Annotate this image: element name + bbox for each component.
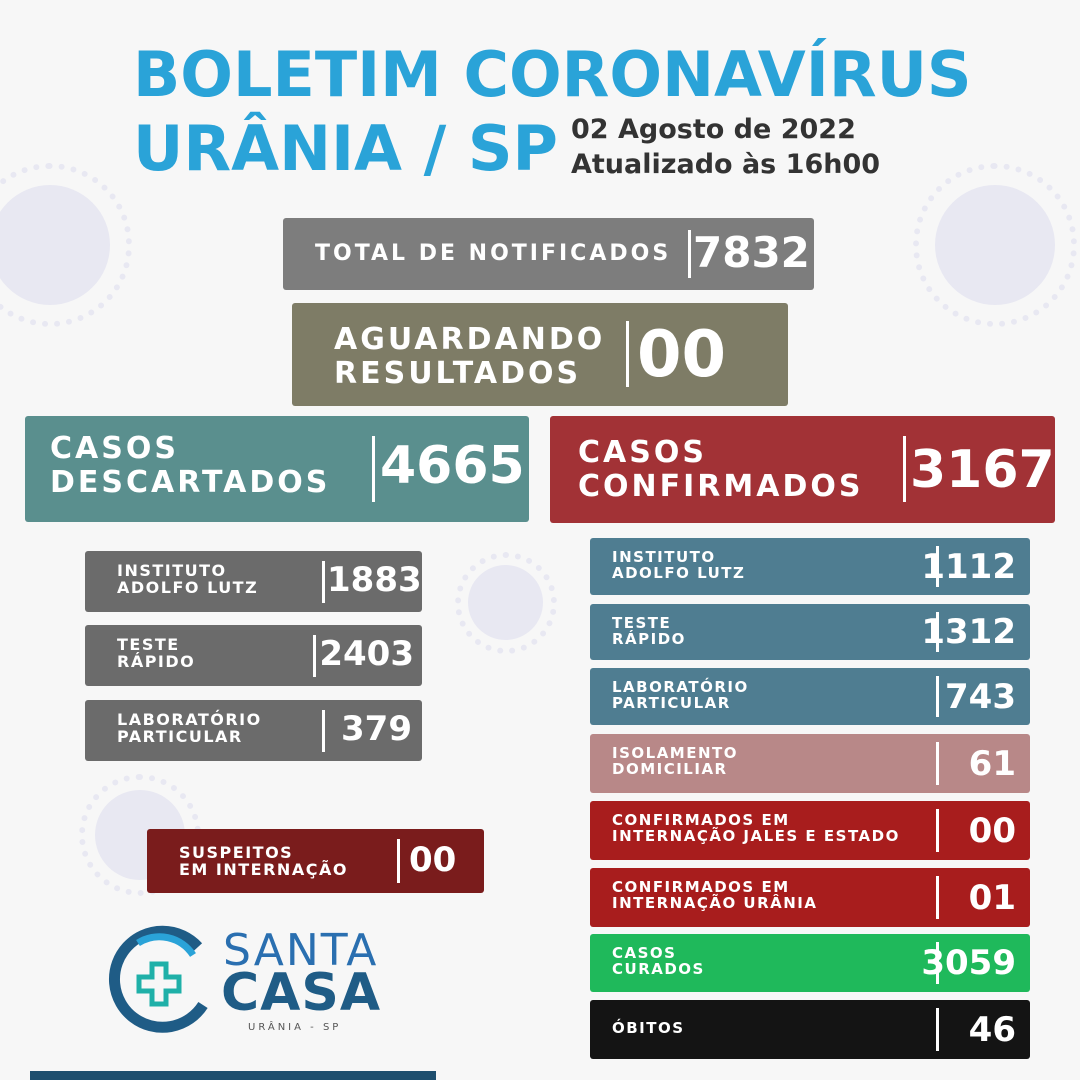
logo-subtitle: URÂNIA - SP: [248, 1022, 342, 1033]
confirmados-item-label: [612, 550, 745, 582]
descartados-item-label: [117, 637, 195, 671]
item-label-line2: INTERNAÇÃO JALES E ESTADO: [612, 826, 900, 845]
virus-decoration-icon: [0, 185, 110, 305]
descartados-item: [85, 625, 422, 686]
virus-decoration-icon: [468, 565, 543, 640]
casos-confirmados-box: [550, 416, 1055, 523]
aguardando-label-line2: RESULTADOS: [334, 356, 582, 391]
confirmados-item-label: [612, 1021, 685, 1037]
item-label-line2: ADOLFO LUTZ: [612, 563, 746, 582]
confirmados-item-value: 1112: [921, 547, 1016, 587]
item-label-line1: LABORATÓRIO: [612, 678, 749, 696]
item-label-line1: TESTE: [117, 635, 180, 654]
confirmados-item-label: [612, 946, 705, 978]
logo-word-casa: CASA: [221, 963, 382, 1023]
confirmados-item-label: [612, 616, 686, 648]
descartados-item-label: [117, 563, 258, 597]
item-label-line2: CURADOS: [612, 959, 705, 978]
divider: [936, 809, 939, 852]
confirmados-item: [590, 538, 1030, 595]
casos-descartados-value: 4665: [380, 436, 525, 496]
suspeitos-label-line1: SUSPEITOS: [179, 843, 294, 862]
page-subtitle-city: URÂNIA / SP: [133, 112, 558, 185]
suspeitos-value: 00: [409, 840, 457, 880]
total-notificados-box: [283, 218, 814, 290]
item-label-line2: PARTICULAR: [117, 726, 243, 746]
casos-confirmados-label: [578, 436, 863, 504]
divider: [936, 676, 939, 717]
casos-confirmados-value: 3167: [910, 440, 1055, 500]
casos-descartados-label: [50, 432, 330, 500]
item-label-line1: INSTITUTO: [612, 548, 716, 566]
aguardando-label-line1: AGUARDANDO: [334, 322, 606, 357]
confirmados-item: [590, 934, 1030, 992]
confirmados-item: [590, 868, 1030, 927]
descartados-item: [85, 551, 422, 612]
confirmados-item-label: [612, 880, 818, 912]
divider: [322, 561, 325, 603]
confirmados-item: [590, 801, 1030, 860]
divider: [626, 321, 629, 387]
total-notificados-value: 7832: [693, 228, 810, 277]
bottom-bar: [30, 1071, 436, 1080]
confirmados-item-value: 3059: [921, 943, 1016, 983]
confirmados-item-value: 46: [968, 1010, 1016, 1050]
divider: [936, 742, 939, 785]
item-label-line2: DOMICILIAR: [612, 759, 728, 778]
confirmados-item-label: [612, 746, 738, 778]
confirmados-item-label: [612, 813, 900, 845]
item-label-line2: ADOLFO LUTZ: [117, 577, 259, 597]
aguardando-value: 00: [637, 318, 727, 392]
suspeitos-label: [179, 845, 348, 879]
item-label-line2: INTERNAÇÃO URÂNIA: [612, 893, 818, 912]
item-label-line1: ISOLAMENTO: [612, 744, 739, 762]
descartados-item-value: 1883: [327, 560, 422, 600]
confirmados-item-value: 743: [945, 677, 1016, 717]
divider: [936, 876, 939, 919]
descartados-item: [85, 700, 422, 761]
item-label-line1: INSTITUTO: [117, 561, 227, 580]
confirmados-label-line2: CONFIRMADOS: [578, 469, 864, 504]
date-block: [571, 112, 880, 182]
update-time: Atualizado às 16h00: [571, 149, 881, 180]
santa-casa-logo: [103, 925, 393, 1040]
hospital-cross-icon: [103, 925, 218, 1035]
confirmados-item-label: [612, 680, 749, 712]
confirmados-item-value: 1312: [921, 612, 1016, 652]
total-notificados-label: TOTAL DE NOTIFICADOS: [315, 241, 672, 266]
descartados-item-label: [117, 712, 262, 746]
item-label-line2: RÁPIDO: [612, 629, 686, 648]
confirmados-item: [590, 668, 1030, 725]
item-label-line1: ÓBITOS: [612, 1019, 685, 1037]
logo-word-santa: SANTA: [223, 925, 379, 976]
divider: [372, 436, 375, 502]
confirmados-item: [590, 1000, 1030, 1059]
divider: [322, 710, 325, 752]
divider: [397, 839, 400, 883]
confirmados-item: [590, 734, 1030, 793]
divider: [688, 230, 691, 278]
divider: [313, 635, 316, 677]
aguardando-label: [334, 323, 605, 391]
item-label-line1: LABORATÓRIO: [117, 710, 262, 729]
aguardando-box: [292, 303, 788, 406]
item-label-line1: CONFIRMADOS EM: [612, 811, 790, 829]
divider: [936, 1008, 939, 1051]
virus-decoration-icon: [935, 185, 1055, 305]
page-title: BOLETIM CORONAVÍRUS: [133, 38, 972, 111]
descartados-item-value: 379: [341, 709, 412, 749]
confirmados-item-value: 00: [968, 811, 1016, 851]
confirmados-item-value: 01: [968, 878, 1016, 918]
descartados-item-value: 2403: [319, 634, 414, 674]
item-label-line2: PARTICULAR: [612, 693, 731, 712]
item-label-line1: CASOS: [612, 944, 677, 962]
suspeitos-label-line2: EM INTERNAÇÃO: [179, 859, 348, 879]
casos-descartados-box: [25, 416, 529, 522]
divider: [903, 436, 906, 502]
item-label-line2: RÁPIDO: [117, 651, 196, 671]
confirmados-item-value: 61: [968, 744, 1016, 784]
descartados-label-line1: CASOS: [50, 431, 179, 466]
item-label-line1: TESTE: [612, 614, 672, 632]
descartados-label-line2: DESCARTADOS: [50, 465, 331, 500]
suspeitos-internacao-box: [147, 829, 484, 893]
confirmados-label-line1: CASOS: [578, 435, 707, 470]
bulletin-date: 02 Agosto de 2022: [571, 114, 856, 145]
confirmados-item: [590, 604, 1030, 660]
item-label-line1: CONFIRMADOS EM: [612, 878, 790, 896]
